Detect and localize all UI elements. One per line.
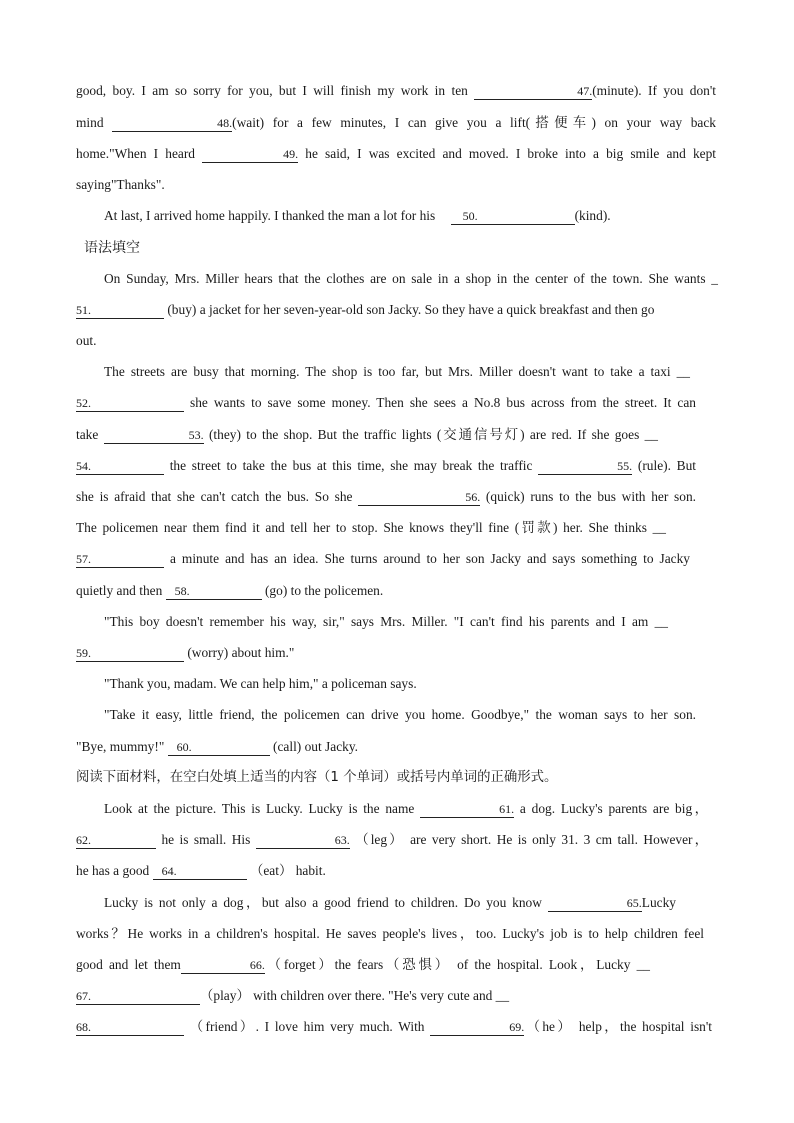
answer-blank-69[interactable]: 69. xyxy=(430,1019,524,1036)
answer-blank-68[interactable]: 68. xyxy=(76,1019,184,1036)
answer-blank-51[interactable]: 51. xyxy=(76,302,164,319)
text-line: On Sunday, Mrs. Miller hears that the clothes are on sale in a shop in the center of the town. She wants _ xyxy=(104,271,718,286)
answer-blank-59[interactable]: 59. xyxy=(76,645,184,662)
text-line: The streets are busy that morning. The shop is too far, but Mrs. Miller doesn't want to take a taxi __ xyxy=(104,364,690,379)
text-line: mind 48.(wait) for a few minutes, I can give you a lift(搭便车) on your way back xyxy=(76,115,717,130)
answer-blank-56[interactable]: 56. xyxy=(358,489,480,506)
answer-blank-62[interactable]: 62. xyxy=(76,832,156,849)
answer-blank-60[interactable]: 60. xyxy=(168,739,270,756)
answer-blank-52[interactable]: 52. xyxy=(76,395,184,412)
answer-blank-54[interactable]: 54. xyxy=(76,458,164,475)
text-line: 57. a minute and has an idea. She turns around to her son Jacky and says something to Jacky xyxy=(76,551,690,566)
answer-blank-53[interactable]: 53. xyxy=(104,427,204,444)
text-line: good and let them 66.（forget）the fears（恐惧） of the hospital. Look，Lucky __ xyxy=(76,957,650,972)
answer-blank-48[interactable]: 48. xyxy=(112,115,232,132)
text-line: At last, I arrived home happily. I thanked the man a lot for his 50. (kind). xyxy=(104,208,611,223)
answer-blank-61[interactable]: 61. xyxy=(420,801,514,818)
text-line: 67. （play） with children over there. "He's very cute and __ xyxy=(76,988,510,1003)
text-line: "Thank you, madam. We can help him," a policeman says. xyxy=(104,676,417,691)
text-line: good, boy. I am so sorry for you, but I will finish my work in ten 47.(minute). If you don't xyxy=(76,83,716,98)
answer-blank-64[interactable]: 64. xyxy=(153,863,247,880)
text-line: 68. （friend）. I love him very much. With 69.（he） help，the hospital isn't xyxy=(76,1019,712,1034)
text-line: 54. the street to take the bus at this time, she may break the traffic 55. (rule). But xyxy=(76,458,696,473)
text-line: quietly and then 58. (go) to the policemen. xyxy=(76,583,384,598)
answer-blank-63[interactable]: 63. xyxy=(256,832,350,849)
text-line: home."When I heard 49. he said, I was excited and moved. I broke into a big smile and kept xyxy=(76,146,717,161)
text-line: works？He works in a children's hospital. He saves people's lives，too. Lucky's job is to help children feel xyxy=(76,926,704,941)
text-line: he has a good 64. （eat） habit. xyxy=(76,863,326,878)
answer-blank-67[interactable]: 67. xyxy=(76,988,200,1005)
text-line: "Bye, mummy!" 60. (call) out Jacky. xyxy=(76,739,359,754)
text-line: she is afraid that she can't catch the bus. So she 56. (quick) runs to the bus with her son. xyxy=(76,489,696,504)
text-line: saying"Thanks". xyxy=(76,177,165,192)
text-line: 51. (buy) a jacket for her seven-year-old son Jacky. So they have a quick breakfast and then go xyxy=(76,302,655,317)
text-line: "This boy doesn't remember his way, sir," says Mrs. Miller. "I can't find his parents and I am __ xyxy=(104,614,668,629)
text-line: "Take it easy, little friend, the policemen can drive you home. Goodbye," the woman says to her son. xyxy=(104,707,696,722)
text-line: 52. she wants to save some money. Then she sees a No.8 bus across from the street. It can xyxy=(76,395,696,410)
answer-blank-66[interactable]: 66. xyxy=(181,957,265,974)
answer-blank-50[interactable]: 50. xyxy=(451,208,575,225)
text-line: 62. he is small. His 63. （leg） are very short. He is only 31. 3 cm tall. However， xyxy=(76,832,708,847)
answer-blank-47[interactable]: 47. xyxy=(474,83,592,100)
answer-blank-65[interactable]: 65. xyxy=(548,895,642,912)
section-instruction: 阅读下面材料，在空白处填上适当的内容（1 个单词）或括号内单词的正确形式。 xyxy=(76,770,558,785)
answer-blank-57[interactable]: 57. xyxy=(76,551,164,568)
answer-blank-49[interactable]: 49. xyxy=(202,146,298,163)
text-line: Lucky is not only a dog，but also a good friend to children. Do you know 65.Lucky xyxy=(104,895,676,910)
answer-blank-58[interactable]: 58. xyxy=(166,583,262,600)
section-heading-grammar: 语法填空 xyxy=(84,240,140,256)
text-line: out. xyxy=(76,333,97,348)
text-line: The policemen near them find it and tell her to stop. She knows they'll fine (罚款) her. She thinks __ xyxy=(76,520,666,535)
text-line: take 53. (they) to the shop. But the traffic lights (交通信号灯) are red. If she goes __ xyxy=(76,427,658,442)
text-line: Look at the picture. This is Lucky. Lucky is the name 61. a dog. Lucky's parents are big， xyxy=(104,801,708,816)
text-line: 59. (worry) about him." xyxy=(76,645,295,660)
answer-blank-55[interactable]: 55. xyxy=(538,458,632,475)
